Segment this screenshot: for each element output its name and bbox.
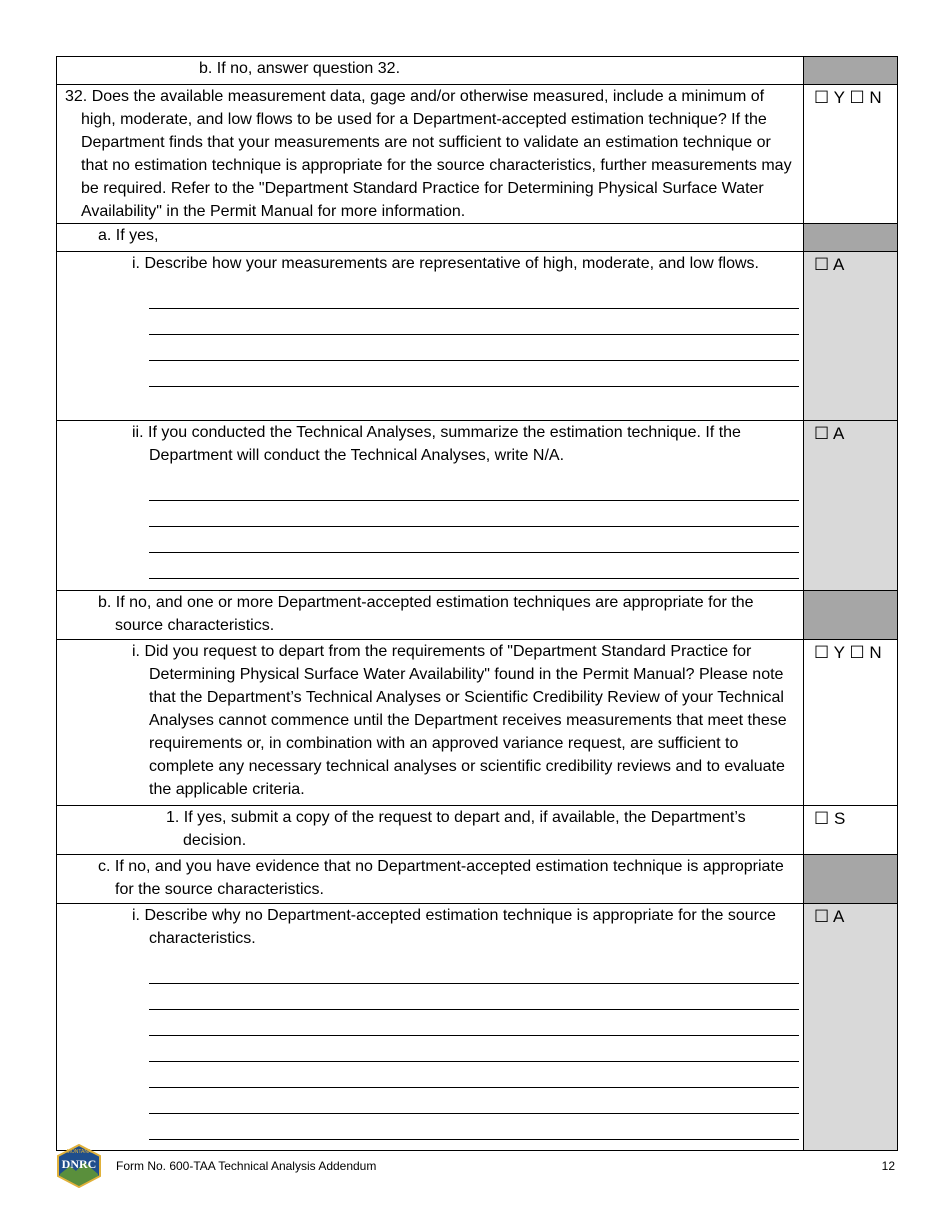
question-32-b-i-row <box>57 640 898 806</box>
answer-area[interactable] <box>149 958 799 1140</box>
answer-line[interactable] <box>149 527 799 553</box>
checkbox-submitted[interactable]: ☐ S <box>814 809 846 828</box>
page-footer <box>56 1142 895 1190</box>
question-32-row <box>57 85 898 224</box>
checkbox-attached[interactable]: ☐ A <box>814 907 845 926</box>
answer-area[interactable] <box>149 283 799 387</box>
checkbox-no[interactable]: ☐ N <box>849 643 882 662</box>
checkbox-attached[interactable]: ☐ A <box>814 255 845 274</box>
row-text: c. If no, and you have evidence that no Department-accepted estimation technique is appropriate for the source characteristics. <box>98 858 784 898</box>
question-32-a-i-row <box>57 252 898 421</box>
row-text: b. If no, answer question 32. <box>199 60 401 77</box>
answer-line[interactable] <box>149 335 799 361</box>
row-text: ii. If you conducted the Technical Analyses, summarize the estimation technique. If the Department will conduct the Technical Analyses, write N/A. <box>132 424 741 464</box>
row-text: b. If no, and one or more Department-accepted estimation techniques are appropriate for the source characteristics. <box>98 594 754 634</box>
form-row-a-yes <box>57 224 898 252</box>
answer-line[interactable] <box>149 1010 799 1036</box>
logo-subtext: MONTANA <box>66 1149 92 1155</box>
question-32-a-ii-row <box>57 421 898 591</box>
addendum-form-table <box>56 56 898 1151</box>
answer-line[interactable] <box>149 1062 799 1088</box>
checkbox-attached[interactable]: ☐ A <box>814 424 845 443</box>
page-number: 12 <box>881 1159 895 1173</box>
form-row-b-no-techniques <box>57 591 898 640</box>
form-row-c-no-evidence <box>57 855 898 904</box>
row-text: 1. If yes, submit a copy of the request to depart and, if available, the Department’s decision. <box>166 809 746 849</box>
row-text: i. Describe why no Department-accepted estimation technique is appropriate for the source characteristics. <box>132 907 776 947</box>
answer-line[interactable] <box>149 984 799 1010</box>
answer-line[interactable] <box>149 1036 799 1062</box>
logo-text: DNRC <box>61 1157 97 1171</box>
response-cell-shaded <box>804 855 898 904</box>
response-cell-shaded <box>804 57 898 85</box>
checkbox-yes[interactable]: ☐ Y <box>814 88 845 107</box>
answer-line[interactable] <box>149 1088 799 1114</box>
question-32-c-i-row <box>57 904 898 1151</box>
row-text: i. Did you request to depart from the requirements of "Department Standard Practice for Determining Physical Surface Water Availability" found in the Permit Manual? Please note that the Department’s Technical Analyses or Scientific Credibility Review of your Technical Analyses cannot commence until the Department receives measurements that meet these requirements or, in combination with an approved variance request, are sufficient to complete any necessary technical analyses or scientific credibility reviews and to evaluate the applicable criteria. <box>132 643 787 798</box>
answer-line[interactable] <box>149 475 799 501</box>
dnrc-logo-icon <box>56 1144 102 1188</box>
answer-line[interactable] <box>149 309 799 335</box>
answer-line[interactable] <box>149 553 799 579</box>
checkbox-yes[interactable]: ☐ Y <box>814 643 845 662</box>
form-row-b-no <box>57 57 898 85</box>
row-text: a. If yes, <box>98 227 159 244</box>
answer-line[interactable] <box>149 361 799 387</box>
checkbox-no[interactable]: ☐ N <box>849 88 882 107</box>
row-text: i. Describe how your measurements are representative of high, moderate, and low flows. <box>132 255 759 272</box>
response-cell-shaded <box>804 224 898 252</box>
form-label: Form No. 600-TAA Technical Analysis Addendum <box>116 1159 377 1173</box>
answer-line[interactable] <box>149 958 799 984</box>
answer-line[interactable] <box>149 501 799 527</box>
answer-line[interactable] <box>149 283 799 309</box>
response-cell-shaded <box>804 591 898 640</box>
question-32-b-i-1-row <box>57 806 898 855</box>
answer-line[interactable] <box>149 1114 799 1140</box>
question-32-text: 32. Does the available measurement data, gage and/or otherwise measured, include a minimum of high, moderate, and low flows to be used for a Department-accepted estimation technique? If the Department finds that your measurements are not sufficient to validate an estimation technique or that no estimation technique is appropriate for the source characteristics, further measurements may be required. Refer to the "Department Standard Practice for Determining Physical Surface Water Availability" in the Permit Manual for more information. <box>65 88 792 220</box>
answer-area[interactable] <box>149 475 799 579</box>
